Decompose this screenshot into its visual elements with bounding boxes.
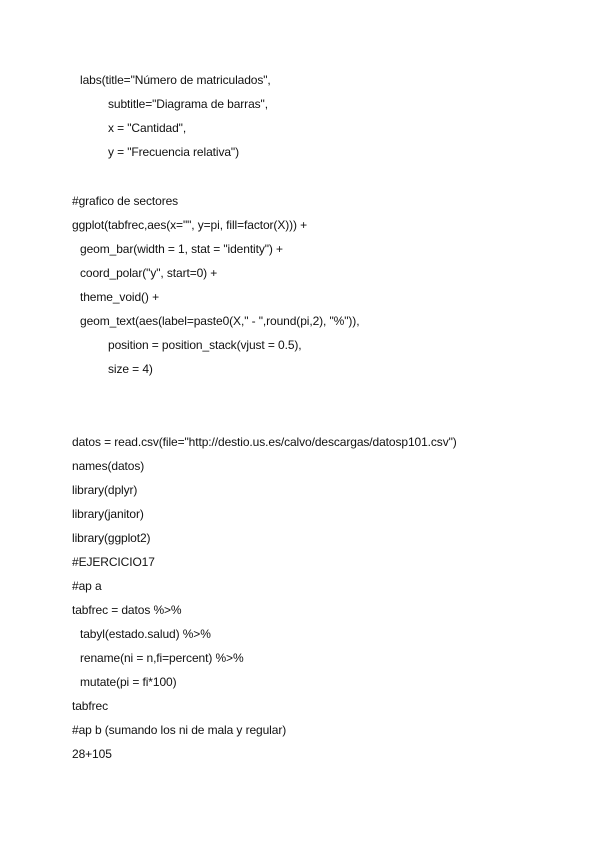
code-line: theme_void() + (80, 290, 159, 304)
code-line: library(ggplot2) (72, 531, 151, 545)
code-line: coord_polar("y", start=0) + (80, 266, 218, 280)
code-comment: #ap b (sumando los ni de mala y regular) (72, 723, 287, 737)
code-line: y = "Frecuencia relativa") (108, 145, 239, 159)
code-line: tabfrec (72, 699, 108, 713)
code-line: x = "Cantidad", (108, 121, 187, 135)
code-line: library(dplyr) (72, 483, 138, 497)
code-line: rename(ni = n,fi=percent) %>% (80, 651, 244, 665)
code-line: 28+105 (72, 747, 112, 761)
code-line: size = 4) (108, 362, 153, 376)
code-line: datos = read.csv(file="http://destio.us.es/calvo/descargas/datosp101.csv") (72, 435, 457, 449)
code-line: names(datos) (72, 459, 145, 473)
code-line: ggplot(tabfrec,aes(x="", y=pi, fill=factor(X))) + (72, 218, 308, 232)
code-comment: #grafico de sectores (72, 194, 179, 208)
code-comment: #EJERCICIO17 (72, 555, 155, 569)
code-line: geom_text(aes(label=paste0(X," - ",round(pi,2), "%")), (80, 314, 360, 328)
code-line: tabyl(estado.salud) %>% (80, 627, 211, 641)
code-line: geom_bar(width = 1, stat = "identity") + (80, 242, 283, 256)
code-line: labs(title="Número de matriculados", (80, 73, 271, 87)
code-line: library(janitor) (72, 507, 144, 521)
code-line: subtitle="Diagrama de barras", (108, 97, 268, 111)
code-line: position = position_stack(vjust = 0.5), (108, 338, 302, 352)
code-comment: #ap a (72, 579, 102, 593)
code-line: mutate(pi = fi*100) (80, 675, 177, 689)
code-line: tabfrec = datos %>% (72, 603, 182, 617)
